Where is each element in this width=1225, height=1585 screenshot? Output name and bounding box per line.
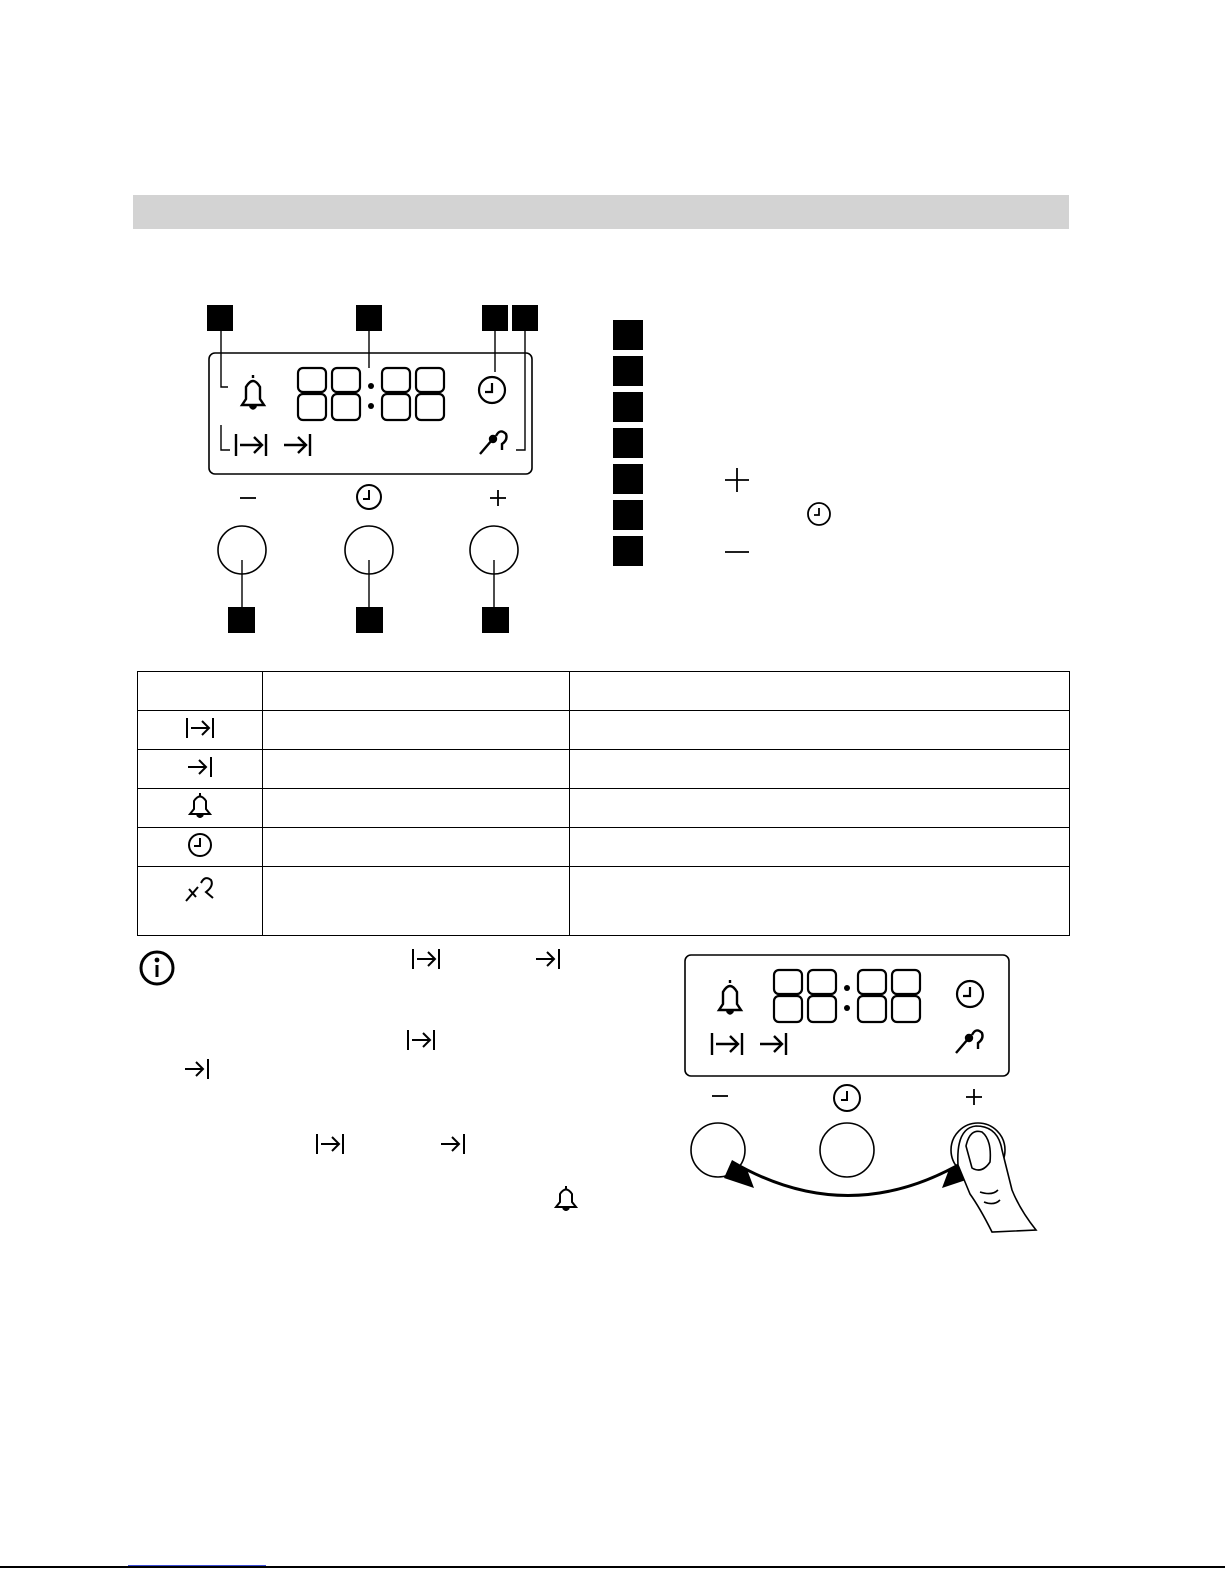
legend-item bbox=[605, 536, 1025, 568]
duration-icon bbox=[405, 1028, 437, 1052]
plus-icon bbox=[723, 466, 751, 494]
bell-icon bbox=[187, 792, 213, 820]
table-cell-icon bbox=[138, 750, 263, 789]
table-cell bbox=[570, 828, 1070, 867]
display-frame bbox=[685, 955, 1009, 1076]
table-cell bbox=[263, 711, 570, 750]
probe-icon bbox=[480, 431, 507, 454]
probe-icon bbox=[183, 875, 217, 903]
probe-icon bbox=[956, 1030, 983, 1053]
bell-icon bbox=[719, 980, 741, 1014]
end-icon bbox=[533, 947, 563, 971]
legend-item bbox=[605, 392, 1025, 424]
symbol-table bbox=[137, 671, 1070, 936]
legend-number bbox=[613, 428, 643, 458]
finger-illustration bbox=[958, 1126, 1036, 1232]
table-row bbox=[138, 867, 1070, 936]
bell-icon bbox=[553, 1185, 579, 1213]
clock-button[interactable] bbox=[820, 1123, 874, 1177]
bell-icon bbox=[242, 375, 264, 409]
callout-square bbox=[356, 305, 382, 331]
table-cell bbox=[570, 867, 1070, 936]
seven-segment-display bbox=[774, 970, 920, 1022]
table-cell-icon bbox=[138, 828, 263, 867]
callout-square bbox=[482, 607, 509, 633]
seven-segment-display bbox=[298, 368, 444, 420]
table-cell bbox=[570, 711, 1070, 750]
button-press-diagram bbox=[680, 950, 1060, 1240]
table-row bbox=[138, 828, 1070, 867]
end-icon bbox=[182, 1057, 212, 1081]
clock-icon bbox=[479, 377, 505, 403]
clock-icon bbox=[957, 981, 983, 1007]
duration-icon bbox=[184, 716, 216, 740]
column-header bbox=[263, 672, 570, 711]
clock-icon bbox=[834, 1085, 860, 1111]
table-cell bbox=[263, 867, 570, 936]
end-icon bbox=[284, 434, 310, 456]
footer-divider bbox=[0, 1566, 1225, 1568]
duration-icon bbox=[236, 434, 266, 456]
end-icon bbox=[438, 1132, 468, 1156]
legend-item bbox=[605, 428, 1025, 460]
legend-number bbox=[613, 356, 643, 386]
control-panel-diagram bbox=[190, 290, 550, 635]
legend-item bbox=[605, 356, 1025, 388]
table-cell bbox=[263, 828, 570, 867]
column-header bbox=[138, 672, 263, 711]
footer-link[interactable] bbox=[128, 1547, 266, 1566]
callout-square bbox=[228, 607, 255, 633]
legend-number bbox=[613, 392, 643, 422]
table-header-row bbox=[138, 672, 1070, 711]
legend-item bbox=[605, 464, 1025, 496]
section-header-bar bbox=[133, 195, 1069, 229]
legend-item bbox=[605, 320, 1025, 352]
end-icon bbox=[760, 1033, 786, 1055]
table-cell bbox=[570, 750, 1070, 789]
minus-icon bbox=[723, 538, 751, 566]
legend-number bbox=[613, 536, 643, 566]
table-cell-icon bbox=[138, 789, 263, 828]
column-header bbox=[570, 672, 1070, 711]
callout-square bbox=[207, 305, 233, 331]
info-icon bbox=[138, 949, 176, 987]
duration-icon bbox=[314, 1132, 346, 1156]
end-icon bbox=[185, 755, 215, 779]
table-row bbox=[138, 789, 1070, 828]
plus-label bbox=[490, 490, 506, 506]
table-cell bbox=[263, 750, 570, 789]
clock-icon bbox=[186, 831, 214, 859]
clock-icon bbox=[357, 485, 381, 509]
plus-label bbox=[966, 1089, 982, 1105]
clock-icon bbox=[805, 500, 833, 528]
table-cell-icon bbox=[138, 867, 263, 936]
legend-number bbox=[613, 320, 643, 350]
table-cell-icon bbox=[138, 711, 263, 750]
duration-icon bbox=[712, 1033, 742, 1055]
table-row bbox=[138, 711, 1070, 750]
callout-square bbox=[512, 305, 538, 331]
legend-number bbox=[613, 464, 643, 494]
table-cell bbox=[570, 789, 1070, 828]
table-cell bbox=[263, 789, 570, 828]
callout-square bbox=[482, 305, 508, 331]
legend-number bbox=[613, 500, 643, 530]
callout-square bbox=[356, 607, 383, 633]
table-row bbox=[138, 750, 1070, 789]
display-frame bbox=[209, 353, 532, 474]
legend-item bbox=[605, 500, 1025, 532]
duration-icon bbox=[410, 947, 442, 971]
